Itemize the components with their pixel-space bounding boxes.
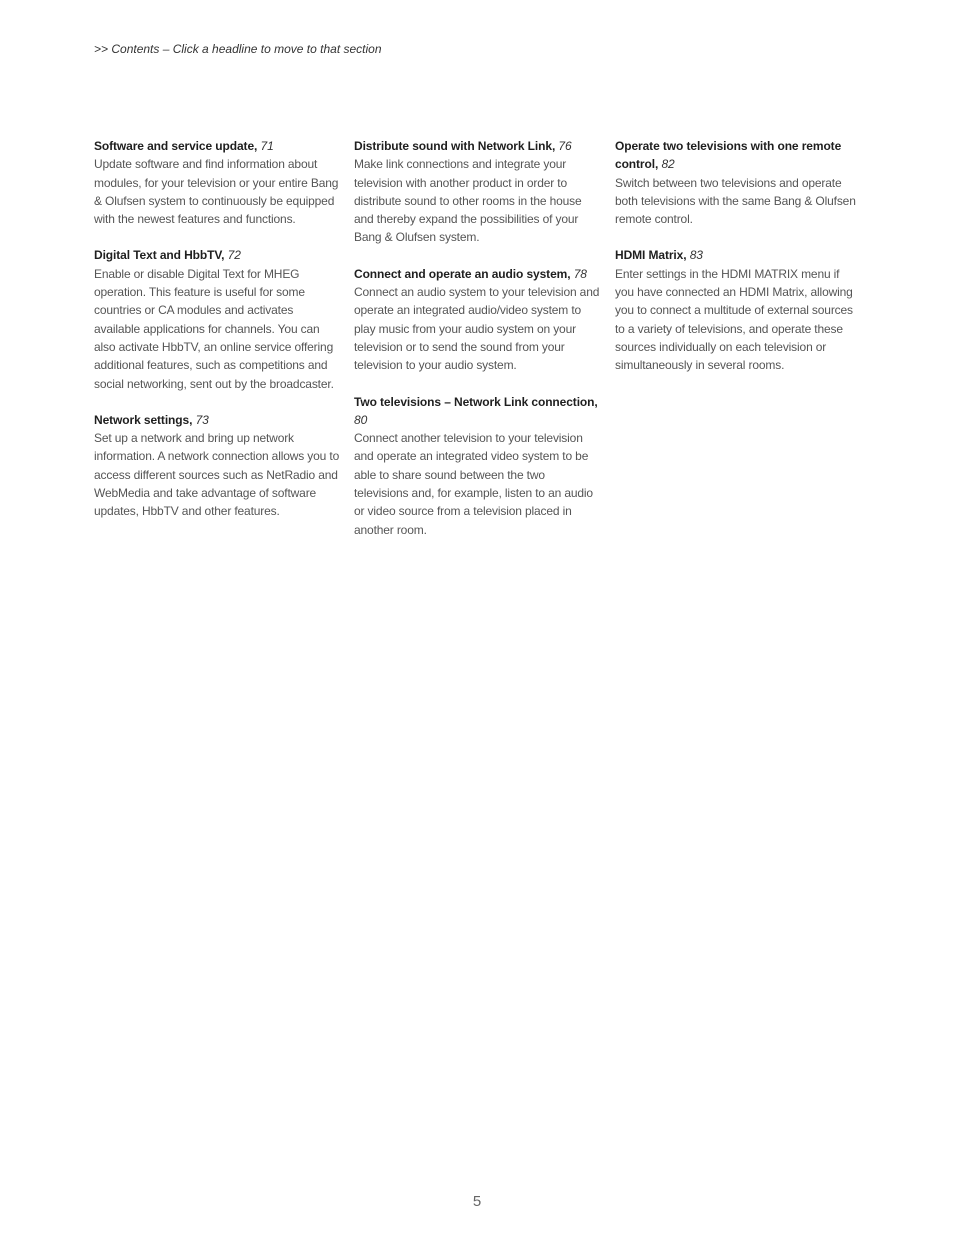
headline-page-number: 78 (573, 266, 587, 281)
section-network-settings (94, 411, 340, 521)
section-description: Connect another television to your television and operate an integrated video system to be able to share sound between the two televisions and, for example, listen to an audio or video source from a television placed in another room. (354, 431, 593, 537)
headline-page-number: 72 (227, 248, 241, 263)
headline-two-televisions-network-link[interactable] (354, 393, 600, 430)
section-two-televisions-network-link (354, 393, 600, 539)
section-description: Set up a network and bring up network information. A network connection allows you to access different sources such as NetRadio and WebMedia and take advantage of software updates, HbbTV and other features. (94, 431, 340, 519)
section-digital-text-hbbtv (94, 246, 340, 392)
section-audio-system (354, 265, 600, 375)
headline-hdmi-matrix[interactable] (615, 246, 861, 264)
headline-network-link-sound[interactable] (354, 137, 600, 155)
section-network-link-sound (354, 137, 600, 247)
section-description: Connect an audio system to your television and operate an integrated audio/video system to play music from your audio system on your television or to send the sound from your television to your audio system. (354, 285, 600, 373)
headline-page-number: 73 (195, 412, 209, 427)
headline-page-number: 76 (558, 139, 572, 153)
headline-title: HDMI Matrix, (615, 248, 687, 263)
section-description: Enable or disable Digital Text for MHEG operation. This feature is useful for some countries or CA modules and activates available applications for channels. You can also activate HbbTV, an online service offering additional features, such as competitions and social networking, sent out by the broadcaster. (94, 266, 334, 391)
headline-title: Digital Text and HbbTV, (94, 248, 225, 263)
headline-page-number: 80 (354, 412, 368, 427)
headline-title: Software and service update, (94, 139, 258, 153)
headline-two-televisions-one-remote[interactable] (615, 137, 861, 174)
section-description: Enter settings in the HDMI MATRIX menu if you have connected an HDMI Matrix, allowing you to connect a multitude of external sources to a variety of televisions, and operate these sources individually on each television or simultaneously in several rooms. (615, 266, 853, 373)
contents-column-2 (354, 137, 600, 557)
headline-digital-text-hbbtv[interactable] (94, 246, 340, 264)
headline-page-number: 82 (661, 157, 675, 172)
section-description: Switch between two televisions and operate both televisions with the same Bang & Olufsen remote control. (615, 175, 856, 227)
headline-software-update[interactable] (94, 137, 340, 155)
headline-title: Connect and operate an audio system, (354, 266, 571, 281)
headline-network-settings[interactable] (94, 411, 340, 429)
section-description: Make link connections and integrate your television with another product in order to distribute sound to other rooms in the house and thereby expand the possibilities of your Bang & Olufsen system. (354, 157, 582, 245)
headline-title: Network settings, (94, 412, 193, 427)
page-number: 5 (472, 1193, 482, 1210)
contents-column-1 (94, 137, 340, 539)
headline-title: Operate two televisions with one remote control, (615, 139, 842, 172)
headline-page-number: 83 (689, 248, 703, 263)
headline-title: Distribute sound with Network Link, (354, 139, 556, 153)
section-software-update (94, 137, 340, 228)
headline-title: Two televisions – Network Link connection, (354, 394, 598, 409)
section-hdmi-matrix (615, 246, 861, 374)
headline-audio-system[interactable] (354, 265, 600, 283)
section-description: Update software and find information about modules, for your television or your entire Bang & Olufsen system to continuously be equipped with the newest features and functions. (94, 157, 339, 227)
section-two-televisions-one-remote (615, 137, 861, 228)
contents-column-3 (615, 137, 861, 393)
contents-link[interactable]: >> Contents – Click a headline to move to that section (94, 42, 382, 56)
headline-page-number: 71 (260, 139, 274, 153)
